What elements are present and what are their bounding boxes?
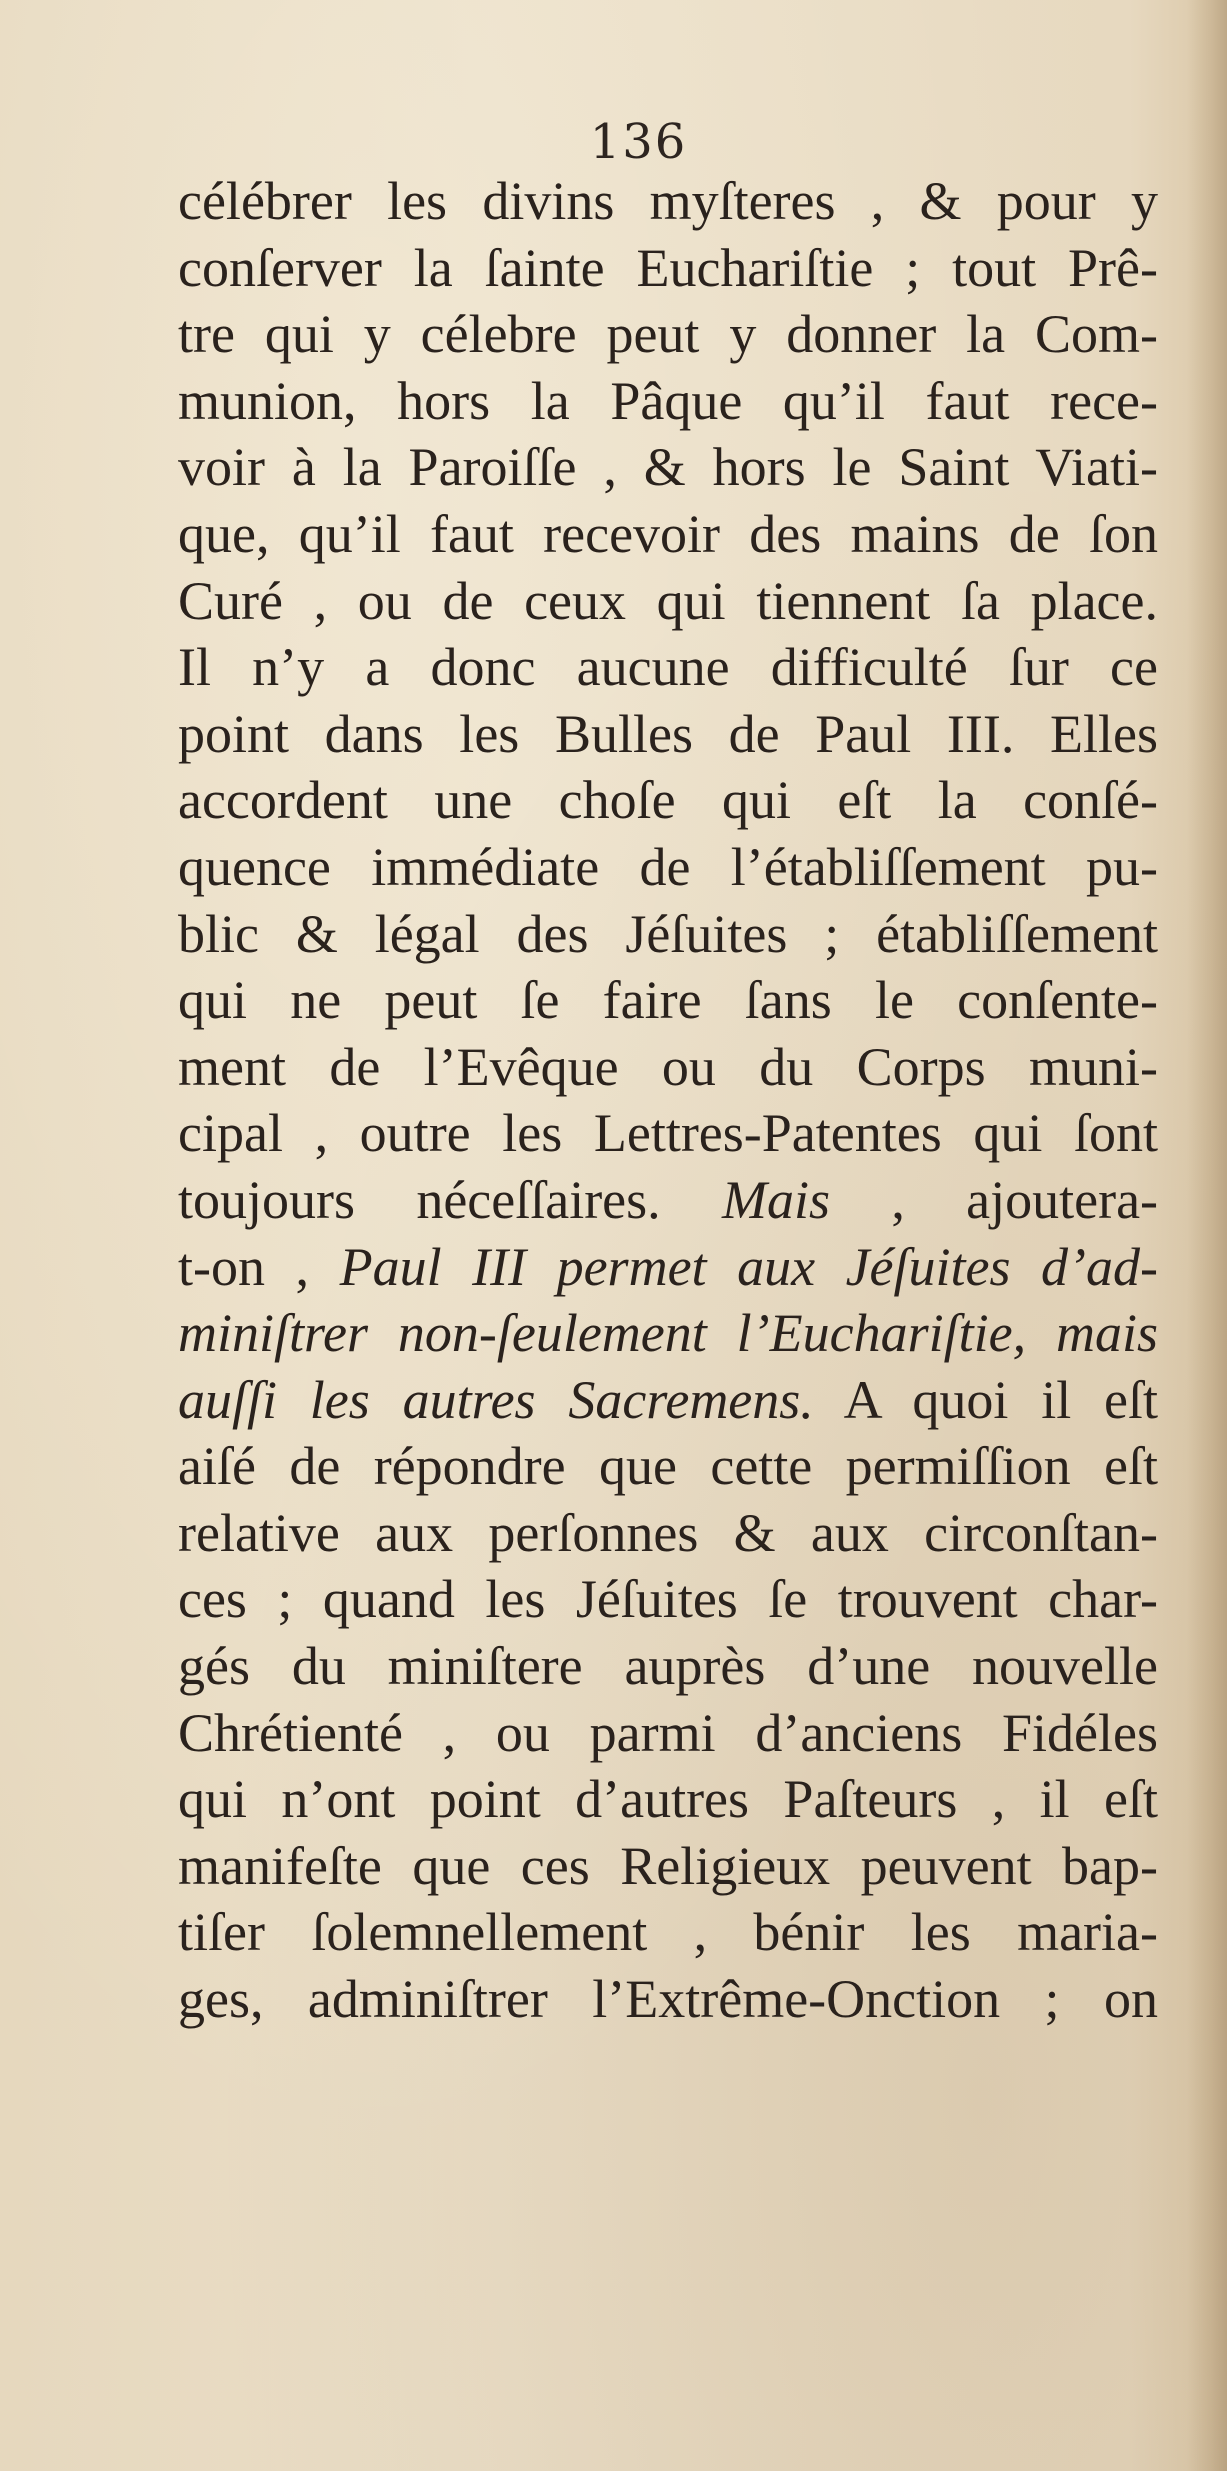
text-line: munion, hors la Pâque qu’il faut rece- (178, 370, 1158, 431)
text-line: conſerver la ſainte Euchariſtie ; tout Prê- (178, 237, 1158, 298)
text-line: gés du miniſtere auprès d’une nouvelle (178, 1636, 1158, 1697)
text-line: ges, adminiſtrer l’Extrême-Onction ; on (178, 1969, 1158, 2030)
text-line: tre qui y célebre peut y donner la Com- (178, 304, 1158, 365)
body-text (178, 168, 1158, 2033)
text-line-mixed (178, 1234, 1158, 1301)
text-line-mixed (178, 1167, 1158, 1234)
text-line: voir à la Paroiſſe , & hors le Saint Viati- (178, 437, 1158, 498)
text-line: manifeſte que ces Religieux peuvent bap- (178, 1835, 1158, 1896)
text-line: quence immédiate de l’établiſſement pu- (178, 836, 1158, 897)
text-segment: A quoi il eſt (843, 1369, 1158, 1430)
text-line: ces ; quand les Jéſuites ſe trouvent char- (178, 1569, 1158, 1630)
text-line: accordent une choſe qui eſt la conſé- (178, 770, 1158, 831)
italic-segment: Mais (722, 1169, 830, 1230)
text-line: tiſer ſolemnellement , bénir les maria- (178, 1902, 1158, 1963)
text-line: cipal , outre les Lettres-Patentes qui ſont (178, 1103, 1158, 1164)
text-line: qui ne peut ſe faire ſans le conſente- (178, 970, 1158, 1031)
text-line: qui n’ont point d’autres Paſteurs , il eſt (178, 1769, 1158, 1830)
text-segment: toujours néceſſaires. (178, 1169, 661, 1230)
italic-segment: miniſtrer non-ſeulement l’Euchariſtie, mais (178, 1303, 1158, 1364)
text-line-mixed (178, 1367, 1158, 1434)
text-segment: t-on , (178, 1236, 310, 1297)
page-edge-shadow (1187, 0, 1227, 2471)
text-line (178, 1300, 1158, 1367)
text-line: relative aux perſonnes & aux circonſtan- (178, 1502, 1158, 1563)
text-line: Chrétienté , ou parmi d’anciens Fidéles (178, 1702, 1158, 1763)
page-number: 136 (589, 114, 688, 170)
text-line: blic & légal des Jéſuites ; établiſſement (178, 903, 1158, 964)
text-line: Il n’y a donc aucune difficulté ſur ce (178, 637, 1158, 698)
italic-segment: auſſi les autres Sacremens. (178, 1369, 814, 1430)
text-line: point dans les Bulles de Paul III. Elles (178, 703, 1158, 764)
italic-segment: Paul III permet aux Jéſuites d’ad- (339, 1236, 1158, 1297)
text-line: que, qu’il faut recevoir des mains de ſon (178, 503, 1158, 564)
text-line: aiſé de répondre que cette permiſſion eſt (178, 1436, 1158, 1497)
text-line: célébrer les divins myſteres , & pour y (178, 171, 1158, 231)
text-line: Curé , ou de ceux qui tiennent ſa place. (178, 570, 1158, 631)
text-line: ment de l’Evêque ou du Corps muni- (178, 1036, 1158, 1097)
text-segment: , ajoutera- (891, 1169, 1158, 1230)
